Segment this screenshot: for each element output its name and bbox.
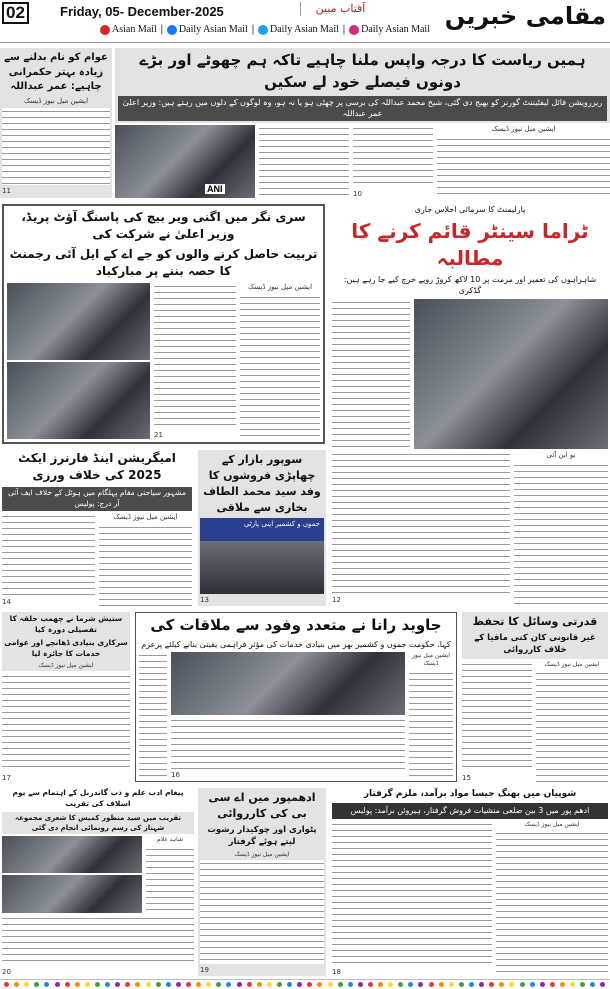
footer-dot [459,982,464,987]
footer-dot [226,982,231,987]
footer-dot [257,982,262,987]
social-label: Asian Mail [112,24,157,35]
footer-dot [85,982,90,987]
footer-dot [418,982,423,987]
social-link[interactable] [167,24,248,35]
footer-dot [560,982,565,987]
footer-dot [267,982,272,987]
story9-photo-1 [2,836,142,873]
story2-photo-2 [7,362,150,439]
story2-photo-1 [7,283,150,360]
footer-dot [540,982,545,987]
story3 [332,204,608,604]
story6 [2,612,130,782]
story1-jump-2: 10 [353,189,362,198]
story3-text-col [332,299,410,449]
story7-text-col [409,670,453,779]
header-divider [0,42,610,43]
story7-jump: 16 [171,770,180,779]
footer-dot [277,982,282,987]
story1-header-band [115,48,610,123]
story1-subhead: ریزرویشن فائل لیفٹیننٹ گورنر کو بھیج دی گئی، شیخ محمد عبداللہ کی برسی پر چھٹی ہو یا نہ ہو، وہ لوگوں کے دلوں میں رہتے ہیں: وزیر اعلیٰ عمر عبداللہ [118,96,607,121]
story10-jump: 19 [200,965,209,974]
story4-text-col [99,524,192,606]
footer-dot [479,982,484,987]
footer-dot [125,982,130,987]
story2-jump: 21 [154,430,163,439]
footer-dot [469,982,474,987]
story10-box [198,788,326,976]
footer-dot [186,982,191,987]
footer-dot [550,982,555,987]
story1-text-col [437,136,610,198]
story4-headline: امیگریشن اینڈ فارنرز ایکٹ 2025 کی خلاف ورزی [18,451,176,483]
story9-text-col [146,846,194,913]
story5-box [198,450,326,606]
footer-dot [328,982,333,987]
story11 [332,788,608,976]
story2-byline: ایشین میل نیوز ڈیسک [247,282,313,291]
story11-byline: ایشین میل نیوز ڈیسک [524,820,580,828]
story7-text-col [171,717,405,768]
footer-dot [509,982,514,987]
social-link[interactable] [349,24,430,35]
footer-dot [135,982,140,987]
social-links [100,24,430,35]
story5-photo-banner: جموں و کشمیر اپنی پارٹی [243,519,320,528]
story9-byline: شاہد غلام [157,836,183,844]
story8 [462,612,608,782]
story3-jump: 12 [332,595,341,604]
story1-side [0,48,112,198]
social-link[interactable] [258,24,339,35]
social-separator: | [342,24,346,35]
page-number: 02 [2,2,29,24]
story8-byline: ایشین میل نیوز ڈیسک [544,660,600,668]
story11-headline: شوپیاں میں بھنگ جیسا مواد برآمد، ملزم گرفتار [363,789,577,799]
footer-dot [570,982,575,987]
newspaper-logo: آفتاب مبین [300,2,380,16]
footer-dot [489,982,494,987]
footer-dot [317,982,322,987]
footer-dot [388,982,393,987]
footer-dot [358,982,363,987]
story1-photo [115,125,255,198]
footer-dot [307,982,312,987]
footer-dot [287,982,292,987]
story5-headline: سوپور بازار کے چھاپڑی فروشوں کا وفد سید محمد الطاف بخاری سے ملاقی [203,453,321,514]
story7-photo [171,652,405,715]
story1-photo-mic-label: ANI [207,184,223,194]
story2-subhead: تربیت حاصل کرنے والوں کو جے اے کے ایل آئی رجمنٹ کا حصہ بننے پر مبارکباد [9,246,318,279]
story6-box [2,612,130,671]
story2-text-col [154,283,236,429]
footer-dot [520,982,525,987]
footer-dot [580,982,585,987]
story1-byline: ایشین میل نیوز ڈیسک [23,96,89,105]
story9-photo-2 [2,875,142,912]
social-label: Daily Asian Mail [178,24,248,35]
story4-subhead: مشہور سیاحتی مقام پہلگام میں ہوٹل کے خلاف ایف آئی آر درج: پولیس [2,487,192,511]
footer-dot [600,982,605,987]
footer-dot [146,982,151,987]
story8-text-col [462,661,532,772]
footer-dot [429,982,434,987]
footer-dot [24,982,29,987]
story2-headline: سری نگر میں اگنی ویر بیچ کی پاسنگ آؤٹ پریڈ، وزیر اعلیٰ نے شرکت کی [21,210,306,242]
story1-headline: ہمیں ریاست کا درجہ واپس ملنا چاہیے تاکہ ہم چھوٹے اور بڑے دونوں فیصلے خود لے سکیں [139,51,586,91]
story9-text-col [2,915,194,966]
story11-subhead: ادھم پور میں 3 بین ضلعی منشیات فروش گرفتار، ہیروئن برآمد: پولیس [332,803,608,819]
story8-text-col [536,670,608,782]
facebook-icon [167,25,177,35]
story4-byline: ایشین میل نیوز ڈیسک [113,512,178,521]
story8-jump: 15 [462,773,471,782]
twitter-icon [258,25,268,35]
footer-dot [206,982,211,987]
footer-dot [156,982,161,987]
story10-byline: ایشین میل نیوز ڈیسک [234,850,290,858]
footer-dot [166,982,171,987]
story1-byline-main: ایشین میل نیوز ڈیسک [491,124,556,133]
story7-text-col [139,652,167,779]
story3-kicker: پارلیمنٹ کا سرمائی اجلاس جاری [414,205,526,214]
footer-dot [297,982,302,987]
footer-dot [176,982,181,987]
story2-text-col [240,294,320,439]
footer-dot [55,982,60,987]
social-label: Daily Asian Mail [270,24,339,35]
footer-dot [398,982,403,987]
story8-subhead: غیر قانونی کان کنی مافیا کے خلاف کارروائی [474,632,596,656]
story3-text-col [514,462,608,604]
story10-subhead: پٹواری اور چوکیدار رشوت لیتے ہوئے گرفتار [207,824,317,848]
story7-subhead: کہا، حکومت جموں و کشمیر بھر میں بنیادی خدمات کی مؤثر فراہمی یقینی بنانے کیلئے پرعزم [141,639,451,649]
social-separator: | [251,24,255,35]
story11-text-col [496,830,608,976]
story6-byline: ایشین میل نیوز ڈیسک [38,661,94,669]
story7-byline: ایشین میل نیوز ڈیسک [412,652,450,668]
footer-dot [368,982,373,987]
youtube-icon [100,25,110,35]
footer-dot [95,982,100,987]
section-title: مقامی خبریں [444,2,606,30]
story3-text-col [332,451,510,594]
story5-jump: 13 [200,595,209,604]
story1-text-col [259,125,349,198]
story1-text-col [353,125,433,188]
story3-headline: ٹراما سینٹر قائم کرنے کا مطالبہ [351,218,589,270]
footer-dot [378,982,383,987]
footer-dot [530,982,535,987]
story3-photo [414,299,608,449]
story2-box [2,204,325,444]
story11-jump: 18 [332,967,341,976]
footer-dot [44,982,49,987]
story5-photo [200,518,324,594]
story4-jump: 14 [2,597,11,606]
footer-dot [14,982,19,987]
story1-main [115,48,610,198]
story9-headline: پیغام ادب علم و ذب گاندربل کے اہتمام سے یوم اسلاف کی تقریب [12,788,184,808]
story4-text-col [2,513,95,596]
footer-dot [449,982,454,987]
instagram-icon [349,25,359,35]
footer-color-bar [0,979,610,989]
footer-dot [4,982,9,987]
social-label: Daily Asian Mail [361,24,430,35]
story1-jump-1: 11 [2,186,11,195]
story1-side-text [2,108,110,185]
footer-dot [75,982,80,987]
story7-headline: جاوید رانا نے متعدد وفود سے ملاقات کی [150,616,442,634]
story6-subhead: سرکاری بنیادی ڈھانچے اور عوامی خدمات کا جائزہ لیا [4,637,128,658]
story4 [2,450,192,606]
footer-dot [348,982,353,987]
issue-date: Friday, 05- December-2025 [60,4,224,19]
story9-jump: 20 [2,967,11,976]
footer-dot [105,982,110,987]
footer-dot [115,982,120,987]
story1-side-headline: عوام کو نام بدلنے سے زیادہ بہتر حکمرانی چاہیے: عمر عبداللہ [4,52,108,92]
footer-dot [34,982,39,987]
footer-dot [247,982,252,987]
story6-jump: 17 [2,773,11,782]
story6-headline: ستیش شرما نے چھمب حلقہ کا تفصیلی دورہ کیا [9,614,123,634]
footer-dot [216,982,221,987]
story10-headline: ادھمپور میں اے سی بی کی کارروائی [208,791,316,820]
story9 [2,788,194,976]
footer-dot [439,982,444,987]
footer-dot [408,982,413,987]
story6-text-col [2,673,130,771]
story3-subhead: شاہراہوں کی تعمیر اور مرمت پر 10 لاکھ کروڑ روپے خرچ کیے جا رہے ہیں: گڈکری [343,274,597,296]
social-separator: | [160,24,163,35]
story9-subhead: تقریب میں سید منظور کمیس کا شعری مجموعہ شہناز کی رسم رونمائی انجام دی گئی [2,812,194,834]
story8-headline: قدرتی وسائل کا تحفظ [472,615,598,628]
story7-box [135,612,457,782]
footer-dot [590,982,595,987]
footer-dot [237,982,242,987]
social-link[interactable] [100,24,157,35]
story10-text-col [200,860,324,963]
footer-dot [65,982,70,987]
story11-text-col [332,821,492,966]
footer-dot [196,982,201,987]
footer-dot [338,982,343,987]
story3-byline: یو این آئی [546,450,576,459]
story8-box [462,612,608,659]
footer-dot [499,982,504,987]
